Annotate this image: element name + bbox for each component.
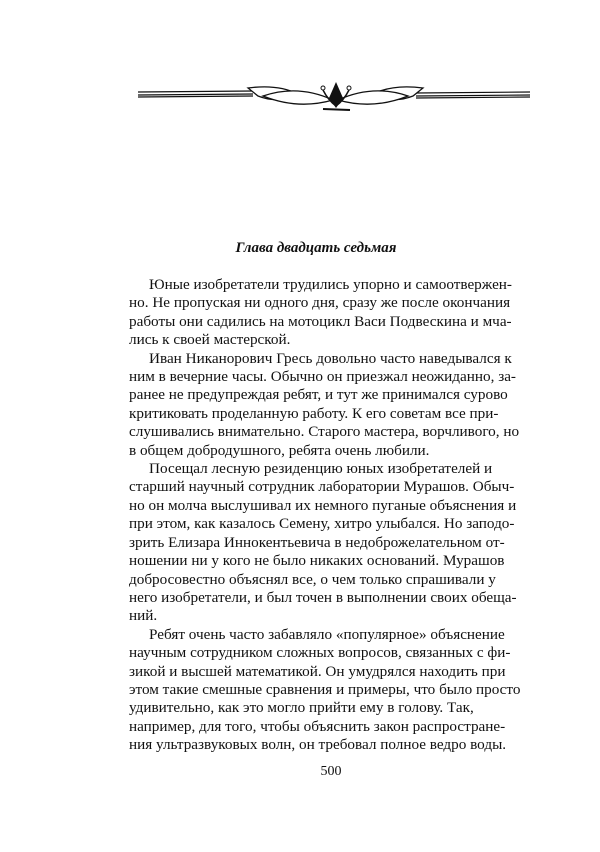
paragraph — [129, 460, 517, 626]
text-line: но он молча выслушивал их немного пуганые объяснения и — [129, 496, 517, 514]
paragraph — [129, 276, 512, 350]
text-line: Посещал лесную резиденцию юных изобретателей и — [149, 460, 493, 478]
text-line: этом такие смешные сравнения и примеры, что было просто — [129, 680, 521, 698]
text-line: в общем добродушного, ребята очень любили. — [129, 441, 430, 459]
paragraph — [129, 349, 520, 460]
page-number: 500 — [320, 764, 342, 779]
text-line: ранее не предупреждая ребят, и тут же принимался сурово — [129, 386, 508, 404]
paragraph — [129, 625, 521, 755]
text-line: Ребят очень часто забавляло «популярное» объяснение — [149, 625, 505, 643]
text-line: ношении ни у кого не было никаких оснований. Мурашов — [129, 552, 505, 570]
text-line: добросовестно объяснял все, о чем только спрашивали у — [129, 570, 496, 588]
text-line: удивительно, как это могло прийти ему в голову. Так, — [129, 699, 474, 717]
text-line: Юные изобретатели трудились упорно и самоотвержен- — [149, 276, 512, 293]
text-line: ния ультразвуковых волн, он требовал полное ведро воды. — [129, 736, 507, 754]
text-line: научным сотрудником сложных вопросов, связанных с фи- — [129, 644, 511, 662]
text-line: лись к своей мастерской. — [129, 331, 291, 349]
text-line: но. Не пропуская ни одного дня, сразу же после окончания — [129, 294, 511, 312]
text-line: старший научный сотрудник лаборатории Мурашов. Обыч- — [129, 478, 515, 496]
text-line: при этом, как казалось Семену, хитро улыбался. Но заподо- — [129, 515, 515, 533]
text-line: работы они садились на мотоцикл Васи Подвескина и мча- — [129, 312, 512, 330]
text-line: Иван Никанорович Гресь довольно часто наведывался к — [149, 349, 512, 367]
text-line: зикой и высшей математикой. Он умудрялся находить при — [129, 662, 506, 680]
decorative-ornament-divider — [138, 80, 530, 116]
text-line: него изобретатели, и был точен в выполнении своих обеща- — [129, 588, 517, 606]
text-line: слушивались внимательно. Старого мастера, ворчливого, но — [129, 423, 520, 441]
text-line: ний. — [129, 607, 158, 625]
text-line: ним в вечерние часы. Обычно он приезжал неожиданно, за- — [129, 368, 516, 386]
text-line: зрить Елизара Иннокентьевича в недоброжелательном от- — [129, 533, 505, 551]
text-line: например, для того, чтобы объяснить закон распростране- — [129, 717, 506, 735]
body-text — [129, 276, 521, 755]
text-line: критиковать проделанную работу. К его советам все при- — [129, 404, 499, 422]
chapter-title: Глава двадцать седьмая — [235, 240, 397, 256]
